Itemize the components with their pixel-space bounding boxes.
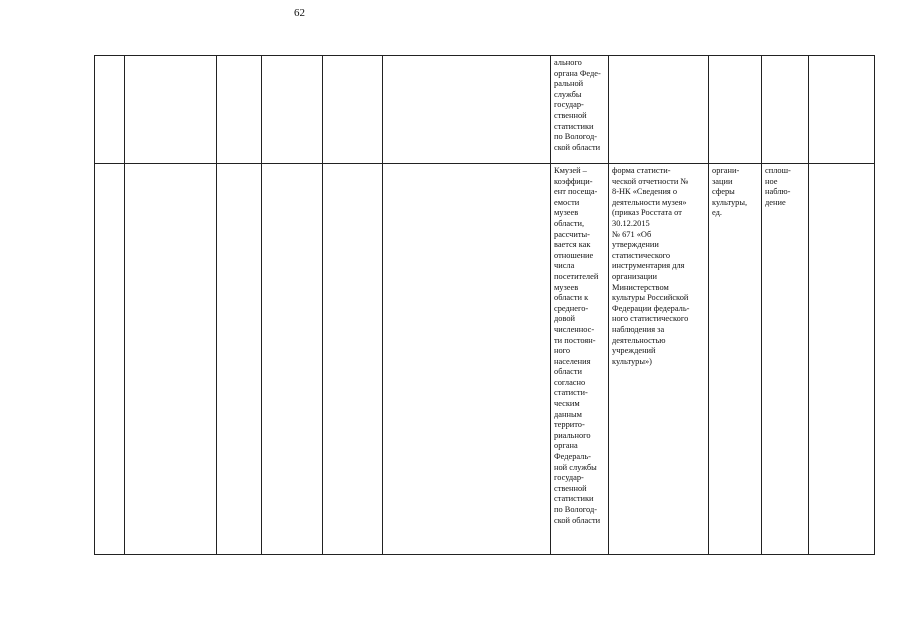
- table-cell: [262, 164, 323, 555]
- document-table: [94, 55, 875, 555]
- table-cell: [262, 56, 323, 164]
- table-cell: [383, 56, 551, 164]
- table-cell: [809, 56, 875, 164]
- table-cell: [609, 56, 709, 164]
- indicator-description-cell: [551, 164, 609, 555]
- table-cell: [709, 56, 762, 164]
- source-cell: [609, 164, 709, 555]
- page-number: 62: [294, 7, 305, 19]
- table-row: [95, 56, 875, 164]
- method-cell: [762, 164, 809, 555]
- responsible-cell: [709, 164, 762, 555]
- table-cell: [383, 164, 551, 555]
- table-cell: [809, 164, 875, 555]
- table-cell: [323, 164, 383, 555]
- source-text: форма статисти- ческой отчетности № 8-НК «Сведения о деятельности музея» (приказ Росстата от 30.12.2015 № 671 «Об утверждении статистического инструментария для организации Министерством культуры Российской Федерации федераль- ного статистического наблюдения за деятельностью учреждений культуры»): [612, 166, 690, 366]
- table-cell: [95, 56, 125, 164]
- responsible-text: органи- зации сферы культуры, ед.: [712, 166, 748, 218]
- table-cell: [217, 56, 262, 164]
- table-cell: [217, 164, 262, 555]
- table-cell: [125, 56, 217, 164]
- table-cell: [95, 164, 125, 555]
- method-text: сплош- ное наблю- дение: [765, 166, 791, 207]
- indicator-description-text: ального органа Феде- ральной службы государ- ственной статистики по Вологод- ской области: [554, 58, 601, 152]
- table-cell: [125, 164, 217, 555]
- table-row: [95, 164, 875, 555]
- table-cell: [762, 56, 809, 164]
- indicator-description-cell: [551, 56, 609, 164]
- indicator-description-text: Кмузей – коэффици- ент посеща- емости музеев области, рассчиты- вается как отношение числа посетителей музеев области к среднего- довой численнос- ти постоян- ного населения области согласно статисти- ческим данным террито- риального органа Федераль- ной службы государ- ственной статистики по Вологод- ской области: [554, 166, 601, 525]
- table-cell: [323, 56, 383, 164]
